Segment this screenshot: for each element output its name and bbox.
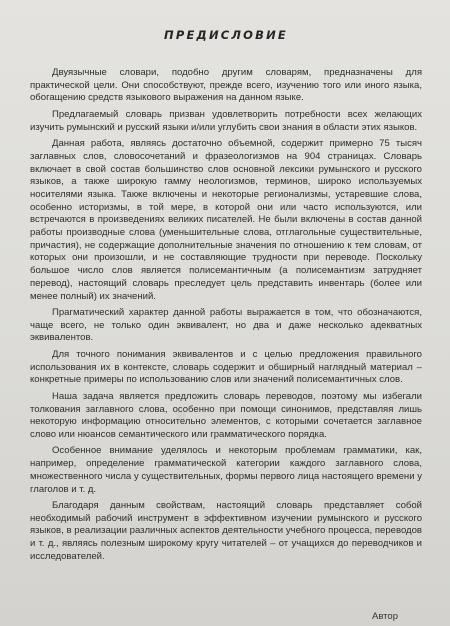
paragraph-6: Наша задача является предложить словарь переводов, поэтому мы избегали толкования заглавного слова, особенно при помощи синонимов, представляя лишь некоторую информацию относительно элементов, с которыми сочетается заглавное слово или нюансов семантического или грамматического порядка. [30,390,422,440]
paragraph-1: Двуязычные словари, подобно другим словарям, предназначены для практической цели. Они способствуют, прежде всего, изучению того или иного языка, обогащению средств языкового выражения на данном языке. [30,67,422,104]
paragraph-5: Для точного понимания эквивалентов и с целью предложения правильного использования их в контексте, словарь содержит и обширный наглядный материал – конкретные примеры по использованию слов или значений полисемантичных слов. [30,348,422,386]
preface-body [30,67,422,564]
page-title: ПРЕДИСЛОВИЕ [164,28,288,42]
paragraph-4: Прагматический характер данной работы выражается в том, что обозначаются, чаще всего, не только один эквивалент, но два и даже несколько адекватных эквивалентов. [30,307,422,344]
paragraph-8: Благодаря данным свойствам, настоящий словарь представляет собой необходимый рабочий инструмент в эффективном изучении румынского и русского языков, в реализации различных аспектов деятельности учебного процесса, переводов и т. д., являясь полезным широкому кругу читателей – от учащихся до переводчиков и исследователей. [30,500,422,562]
author-signature: Автор [372,611,398,622]
paragraph-2: Предлагаемый словарь призван удовлетворить потребности всех желающих изучить румынский и русский языки и/или углубить свои знания в области этих языков. [30,108,422,133]
watermark: ✦ ✦ ✦ [126,397,200,476]
paragraph-7: Особенное внимание уделялось и некоторым проблемам грамматики, как, например, определение грамматической категории каждого заглавного слова, множественного числа у существительных, формы первого лица настоящего времени у глаголов и т. д. [30,445,422,495]
paragraph-3: Данная работа, являясь достаточно объемной, содержит примерно 75 тысяч заглавных слов, словосочетаний и фразеологизмов на 904 страницах. Словарь включает в свой состав большинство слов основной лексики румынского и русского языков, а также широкую гамму неологизмов, терминов, широко используемых носителями языка. Также включены и некоторые регионализмы, устаревшие слова, особенно историзмы, в той мере, в которой они или часто используются, или встречаются в произведениях великих писателей. Не были включены в состав данной работы производные слова (уменьшительные слова, отглагольные существительные, причастия), не содержащие дополнительные значения по отношению к тем словам, от которых они произошли, и не составляющие трудности при переводе. Поскольку большое число слов является полисемантичным (а полисемантизм затрудняет перевод), настоящий словарь преследует цель представить инвентарь (более или менее полный) их значений. [30,138,422,302]
